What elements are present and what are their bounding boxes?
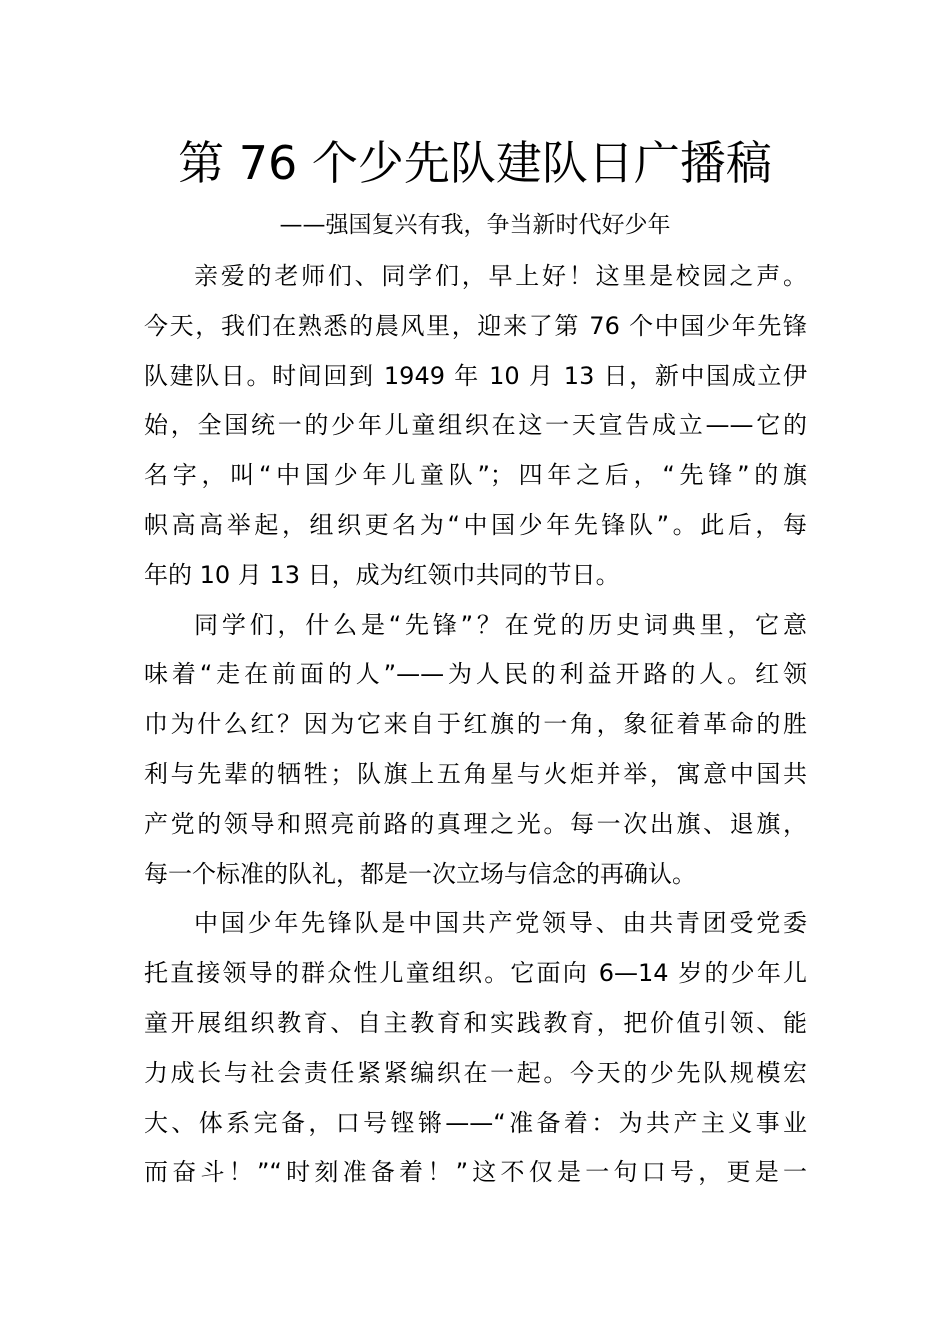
paragraph-line: 今天，我们在熟悉的晨风里，迎来了第 76 个中国少年先锋 — [144, 311, 807, 340]
paragraph-line: 托直接领导的群众性儿童组织。它面向 6—14 岁的少年儿 — [144, 959, 807, 988]
paragraph-line: 利与先辈的牺牲；队旗上五角星与火炬并举，寓意中国共 — [144, 759, 807, 788]
paragraph-2 — [144, 601, 807, 900]
paragraph-line: 同学们，什么是“先锋”？在党的历史词典里，它意 — [194, 610, 807, 639]
paragraph-3 — [144, 899, 807, 1198]
paragraph-line: 始，全国统一的少年儿童组织在这一天宣告成立——它的 — [144, 411, 807, 440]
paragraph-line: 力成长与社会责任紧紧编织在一起。今天的少先队规模宏 — [144, 1058, 807, 1087]
document-body — [144, 252, 807, 1198]
paragraph-line: 每一个标准的队礼，都是一次立场与信念的再确认。 — [144, 859, 696, 888]
document-subtitle: ——强国复兴有我，争当新时代好少年 — [279, 212, 671, 238]
paragraph-1 — [144, 252, 807, 601]
paragraph-line: 名字，叫“中国少年儿童队”；四年之后，“先锋”的旗 — [144, 461, 807, 490]
paragraph-line: 年的 10 月 13 日，成为红领巾共同的节日。 — [144, 560, 620, 589]
paragraph-line: 产党的领导和照亮前路的真理之光。每一次出旗、退旗， — [144, 809, 807, 838]
paragraph-line: 而奋斗！”“时刻准备着！”这不仅是一句口号，更是一 — [144, 1158, 807, 1187]
paragraph-line: 巾为什么红？因为它来自于红旗的一角，象征着革命的胜 — [144, 710, 807, 739]
paragraph-line: 童开展组织教育、自主教育和实践教育，把价值引领、能 — [144, 1008, 807, 1037]
paragraph-line: 味着“走在前面的人”——为人民的利益开路的人。红领 — [144, 660, 807, 689]
paragraph-line: 中国少年先锋队是中国共产党领导、由共青团受党委 — [194, 909, 807, 938]
document-title: 第 76 个少先队建队日广播稿 — [178, 136, 772, 190]
paragraph-line: 队建队日。时间回到 1949 年 10 月 13 日，新中国成立伊 — [144, 361, 807, 390]
paragraph-line: 亲爱的老师们、同学们，早上好！这里是校园之声。 — [194, 262, 807, 290]
paragraph-line: 大、体系完备，口号铿锵——“准备着：为共产主义事业 — [144, 1108, 807, 1137]
paragraph-line: 帜高高举起，组织更名为“中国少年先锋队”。此后，每 — [144, 510, 807, 539]
